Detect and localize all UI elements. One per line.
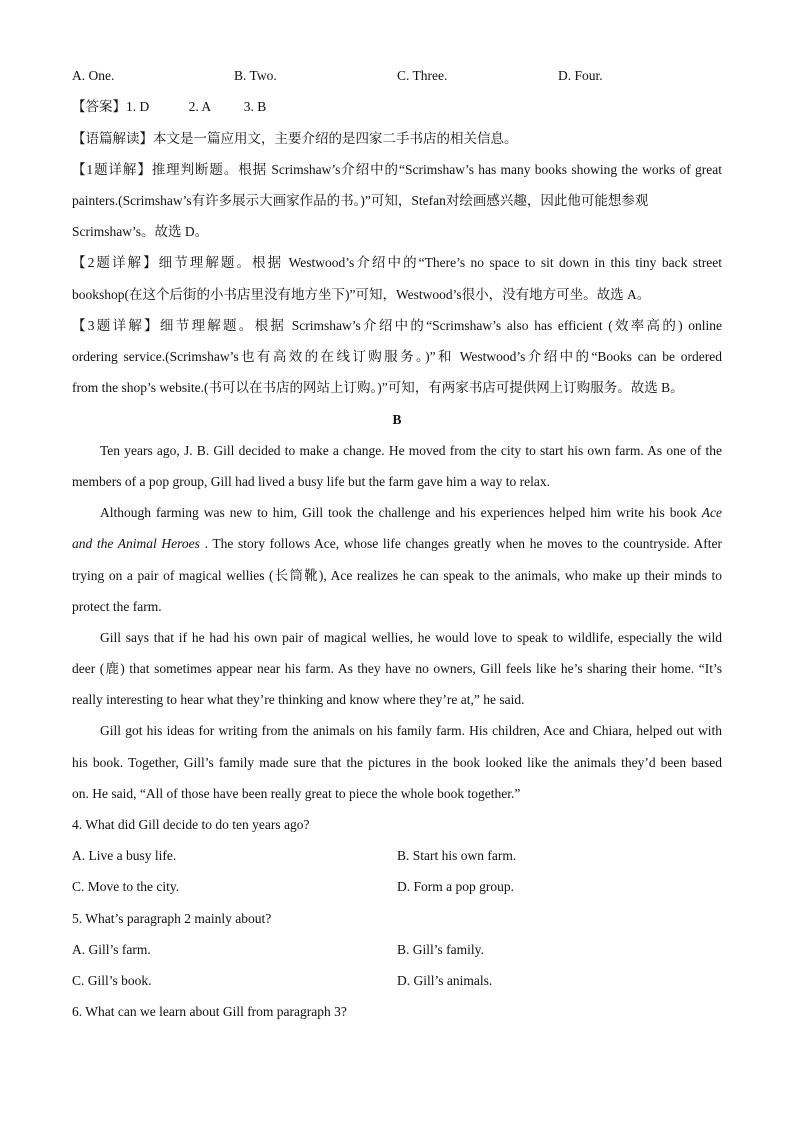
paragraph2-line3: trying on a pair of magical wellies (长筒靴), Ace realizes he can speak to the animals, who make up their minds to bbox=[72, 568, 722, 583]
section-title: B bbox=[392, 412, 402, 427]
paragraph4-line2: his book. Together, Gill’s family made sure that the pictures in the book looked like the animals they’d been based bbox=[72, 755, 722, 770]
paragraph4-line1: Gill got his ideas for writing from the animals on his family farm. His children, Ace and Chiara, helped out with bbox=[100, 723, 722, 738]
q2-explanation-line1: 【2题详解】细节理解题。根据 Westwood’s介绍中的“There’s no space to sit down in this tiny back street bbox=[72, 255, 722, 270]
paragraph2-line1-text: Although farming was new to him, Gill took the challenge and his experiences helped him write his book bbox=[100, 505, 697, 520]
q4-option-d: D. Form a pop group. bbox=[397, 879, 514, 894]
q5-option-d: D. Gill’s animals. bbox=[397, 973, 493, 988]
q5-option-a: A. Gill’s farm. bbox=[72, 942, 151, 957]
q3-explanation-line2: ordering service.(Scrimshaw’s也有高效的在线订购服务。)”和 Westwood’s介绍中的“Books can be ordered bbox=[72, 349, 722, 364]
answer-label: 【答案】 bbox=[72, 99, 126, 114]
q1-explanation-line2: painters.(Scrimshaw’s有许多展示大画家作品的书。)”可知，Stefan对绘画感兴趣，因此他可能想参观 bbox=[72, 193, 649, 208]
book-title-part2: and the Animal Heroes bbox=[72, 536, 200, 551]
answer-1: 1. D bbox=[126, 99, 150, 114]
q3-options bbox=[72, 67, 722, 85]
q4-option-c: C. Move to the city. bbox=[72, 879, 180, 894]
q5-option-c: C. Gill’s book. bbox=[72, 973, 152, 988]
question-5: 5. What’s paragraph 2 mainly about? bbox=[72, 911, 272, 926]
paragraph3-line3: really interesting to hear what they’re thinking and know where they’re at,” he said. bbox=[72, 692, 525, 707]
paragraph3-line1: Gill says that if he had his own pair of magical wellies, he would love to speak to wildlife, especially the wild bbox=[100, 630, 722, 645]
paragraph2-line2-text: . The story follows Ace, whose life changes greatly when he moves to the countryside. After bbox=[204, 536, 722, 551]
paragraph1-line2: members of a pop group, Gill had lived a busy life but the farm gave him a way to relax. bbox=[72, 474, 550, 489]
answer-2: 2. A bbox=[188, 99, 211, 114]
option-d: D. Four. bbox=[558, 68, 603, 83]
paragraph4-line3: on. He said, “All of those have been really great to piece the whole book together.” bbox=[72, 786, 521, 801]
paragraph2-line2 bbox=[72, 535, 722, 553]
q4-option-b: B. Start his own farm. bbox=[397, 848, 517, 863]
question-6: 6. What can we learn about Gill from paragraph 3? bbox=[72, 1004, 347, 1019]
answer-line bbox=[72, 98, 722, 116]
paragraph2-line4: protect the farm. bbox=[72, 599, 162, 614]
q4-option-a: A. Live a busy life. bbox=[72, 848, 177, 863]
q2-explanation-line2: bookshop(在这个后街的小书店里没有地方坐下)”可知，Westwood’s很小，没有地方可坐。故选 A。 bbox=[72, 287, 651, 302]
option-c: C. Three. bbox=[397, 68, 448, 83]
book-title-part1: Ace bbox=[701, 505, 723, 520]
paragraph3-line2: deer (鹿) that sometimes appear near his farm. As they have no owners, Gill feels like he’s sharing their home. “It’s bbox=[72, 661, 722, 676]
option-a: A. One. bbox=[72, 68, 115, 83]
question-4: 4. What did Gill decide to do ten years ago? bbox=[72, 817, 310, 832]
paragraph1-line1: Ten years ago, J. B. Gill decided to make a change. He moved from the city to start his own farm. As one of the bbox=[100, 443, 722, 458]
passage-intro: 【语篇解读】本文是一篇应用文，主要介绍的是四家二手书店的相关信息。 bbox=[72, 131, 518, 146]
answer-3: 3. B bbox=[243, 99, 267, 114]
paragraph2-line1 bbox=[72, 504, 722, 522]
q1-explanation-line3: Scrimshaw’s。故选 D。 bbox=[72, 224, 209, 239]
q1-explanation-line1: 【1题详解】推理判断题。根据 Scrimshaw’s介绍中的“Scrimshaw’s has many books showing the works of great bbox=[72, 162, 722, 177]
option-b: B. Two. bbox=[234, 68, 277, 83]
q3-explanation-line1: 【3题详解】细节理解题。根据 Scrimshaw’s介绍中的“Scrimshaw’s also has efficient (效率高的) online bbox=[72, 318, 722, 333]
q5-option-b: B. Gill’s family. bbox=[397, 942, 484, 957]
q3-explanation-line3: from the shop’s website.(书可以在书店的网站上订购。)”可知，有两家书店可提供网上订购服务。故选 B。 bbox=[72, 380, 684, 395]
